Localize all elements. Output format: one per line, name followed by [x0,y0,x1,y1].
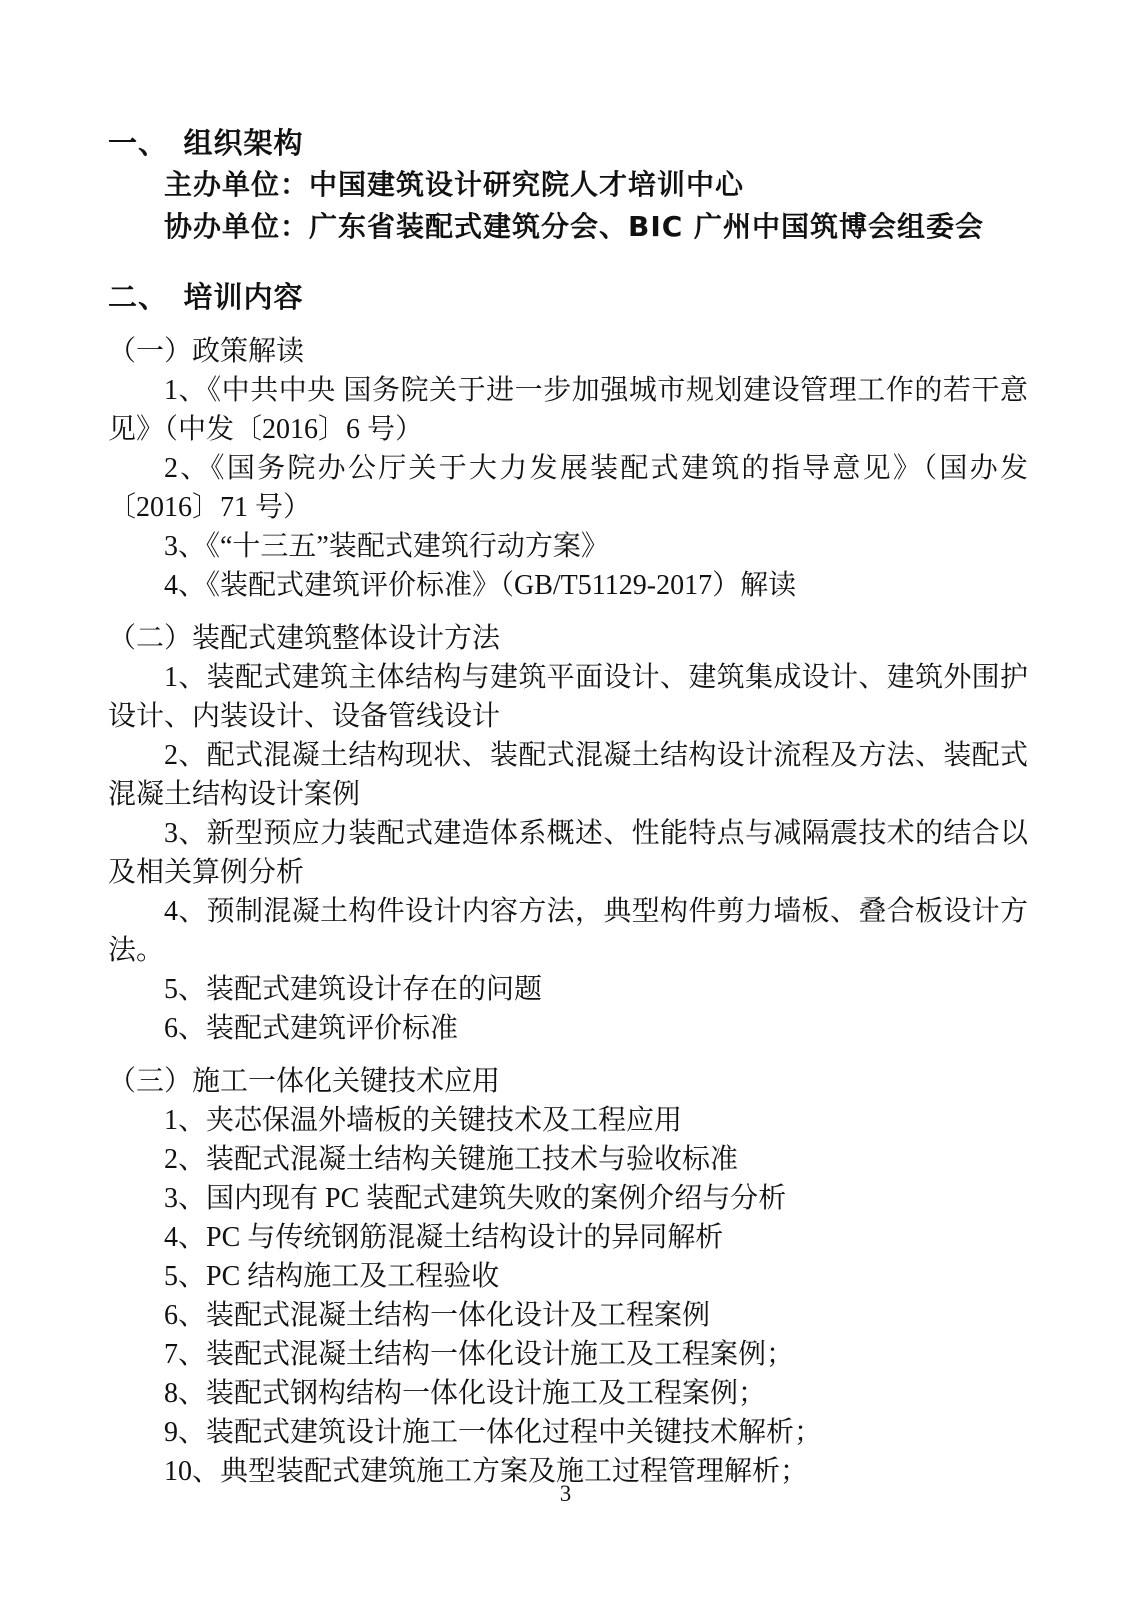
design-item-4: 4、预制混凝土构件设计内容方法，典型构件剪力墙板、叠合板设计方法。 [108,896,1028,966]
construction-item-1: 1、夹芯保温外墙板的关键技术及工程应用 [164,1105,683,1136]
design-item-2: 2、配式混凝土结构现状、装配式混凝土结构设计流程及方法、装配式混凝土结构设计案例 [108,740,1028,810]
construction-item-2: 2、装配式混凝土结构关键施工技术与验收标准 [164,1144,739,1175]
page-number: 3 [559,1481,572,1506]
subsection-title-overall-design: （二）装配式建筑整体设计方法 [108,623,501,654]
construction-item-8: 8、装配式钢构结构一体化设计施工及工程案例； [164,1378,767,1409]
policy-item-3: 3、《“十三五”装配式建筑行动方案》 [164,531,609,562]
construction-item-5: 5、PC 结构施工及工程验收 [164,1261,500,1292]
organizer-line: 主办单位：中国建筑设计研究院人才培训中心 [164,168,745,201]
design-item-6: 6、装配式建筑评价标准 [164,1013,459,1044]
construction-item-10: 10、典型装配式建筑施工方案及施工过程管理解析； [164,1456,809,1487]
construction-item-9: 9、装配式建筑设计施工一体化过程中关键技术解析； [164,1417,823,1448]
policy-item-1: 1、《中共中央 国务院关于进一步加强城市规划建设管理工作的若干意见》（中发〔2016〕6 号） [108,375,1028,445]
design-item-5: 5、装配式建筑设计存在的问题 [164,974,543,1005]
co-organizer-line: 协办单位：广东省装配式建筑分会、BIC 广州中国筑博会组委会 [164,210,985,243]
design-item-1: 1、装配式建筑主体结构与建筑平面设计、建筑集成设计、建筑外围护设计、内装设计、设备管线设计 [108,662,1028,732]
construction-item-3: 3、国内现有 PC 装配式建筑失败的案例介绍与分析 [164,1183,787,1214]
section-heading-organization: 一、 组织架构 [108,126,304,160]
construction-item-6: 6、装配式混凝土结构一体化设计及工程案例 [164,1300,711,1331]
subsection-title-construction-integration: （三）施工一体化关键技术应用 [108,1066,501,1097]
subsection-title-policy: （一）政策解读 [108,336,305,367]
policy-item-2: 2、《国务院办公厅关于大力发展装配式建筑的指导意见》（国办发〔2016〕71 号） [108,453,1028,523]
section-heading-training-content: 二、 培训内容 [108,280,304,314]
construction-item-4: 4、PC 与传统钢筋混凝土结构设计的异同解析 [164,1222,724,1253]
design-item-3: 3、新型预应力装配式建造体系概述、性能特点与减隔震技术的结合以及相关算例分析 [108,818,1028,888]
construction-item-7: 7、装配式混凝土结构一体化设计施工及工程案例； [164,1339,795,1370]
policy-item-4: 4、《装配式建筑评价标准》（GB/T51129-2017）解读 [164,570,797,601]
